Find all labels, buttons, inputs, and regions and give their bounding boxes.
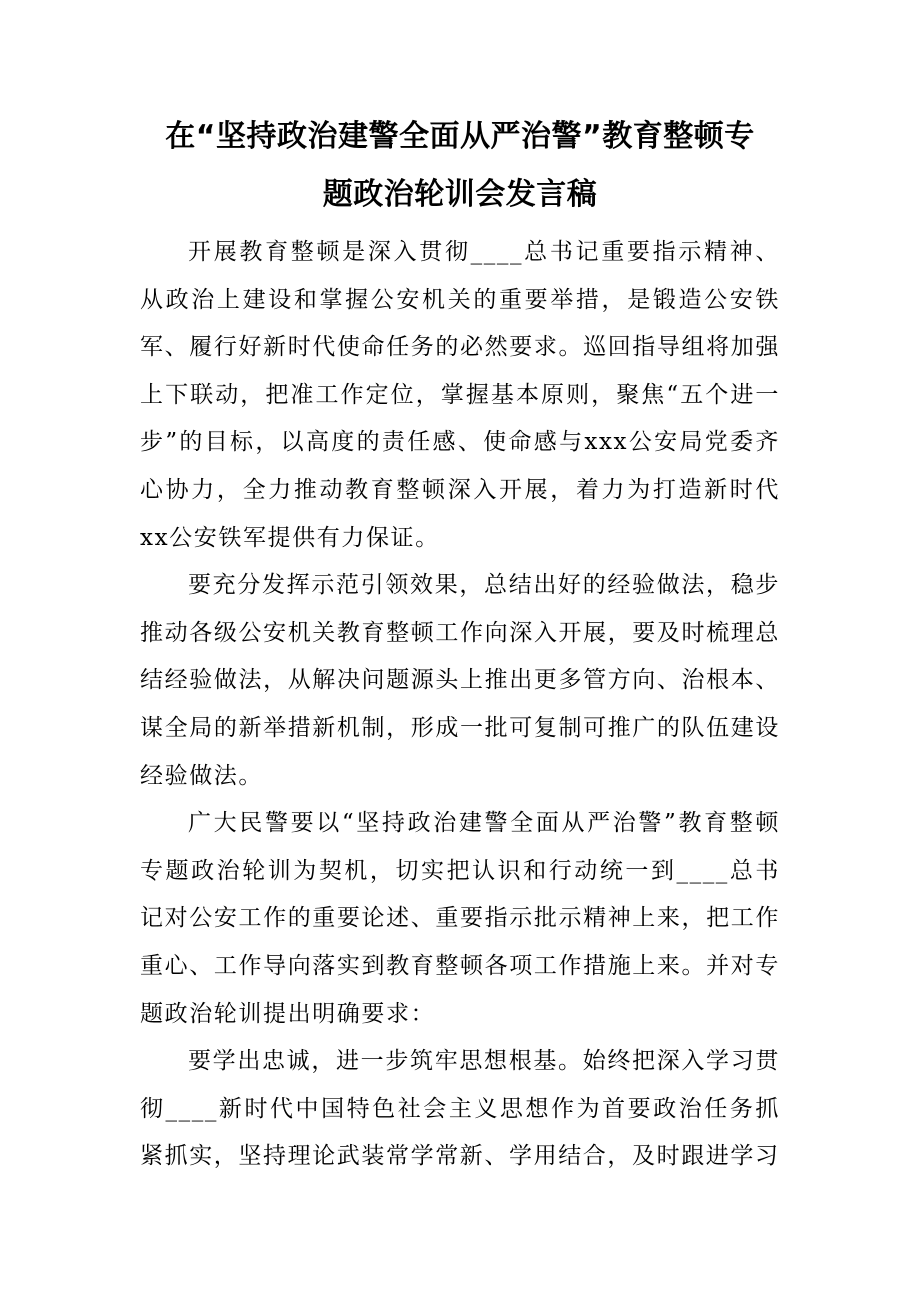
paragraph-4: 要学出忠诚，进一步筑牢思想根基。始终把深入学习贯彻____新时代中国特色社会主义思想作为首要政治任务抓紧抓实，坚持理论武装常学常新、学用结合，及时跟进学习 <box>140 1048 780 1170</box>
paragraph-3: 广大民警要以“坚持政治建警全面从严治警”教育整顿专题政治轮训为契机，切实把认识和行动统一到____总书记对公安工作的重要论述、重要指示批示精神上来，把工作重心、工作导向落实到教育整顿各项工作措施上来。并对专题政治轮训提出明确要求： <box>140 810 780 1027</box>
paragraph-2: 要充分发挥示范引领效果，总结出好的经验做法，稳步推动各级公安机关教育整顿工作向深入开展，要及时梳理总结经验做法，从解决问题源头上推出更多管方向、治根本、谋全局的新举措新机制，形成一批可复制可推广的队伍建设经验做法。 <box>140 572 780 789</box>
document-title <box>140 108 780 224</box>
document-body <box>140 229 780 1181</box>
paragraph-1: 开展教育整顿是深入贯彻____总书记重要指示精神、从政治上建设和掌握公安机关的重要举措，是锻造公安铁军、履行好新时代使命任务的必然要求。巡回指导组将加强上下联动，把准工作定位，掌握基本原则，聚焦“五个进一步”的目标，以高度的责任感、使命感与xxx公安局党委齐心协力，全力推动教育整顿深入开展，着力为打造新时代xx公安铁军提供有力保证。 <box>140 239 780 551</box>
title-line-2: 题政治轮训会发言稿 <box>322 177 598 212</box>
title-line-1: 在“坚持政治建警全面从严治警”教育整顿专 <box>165 119 755 154</box>
